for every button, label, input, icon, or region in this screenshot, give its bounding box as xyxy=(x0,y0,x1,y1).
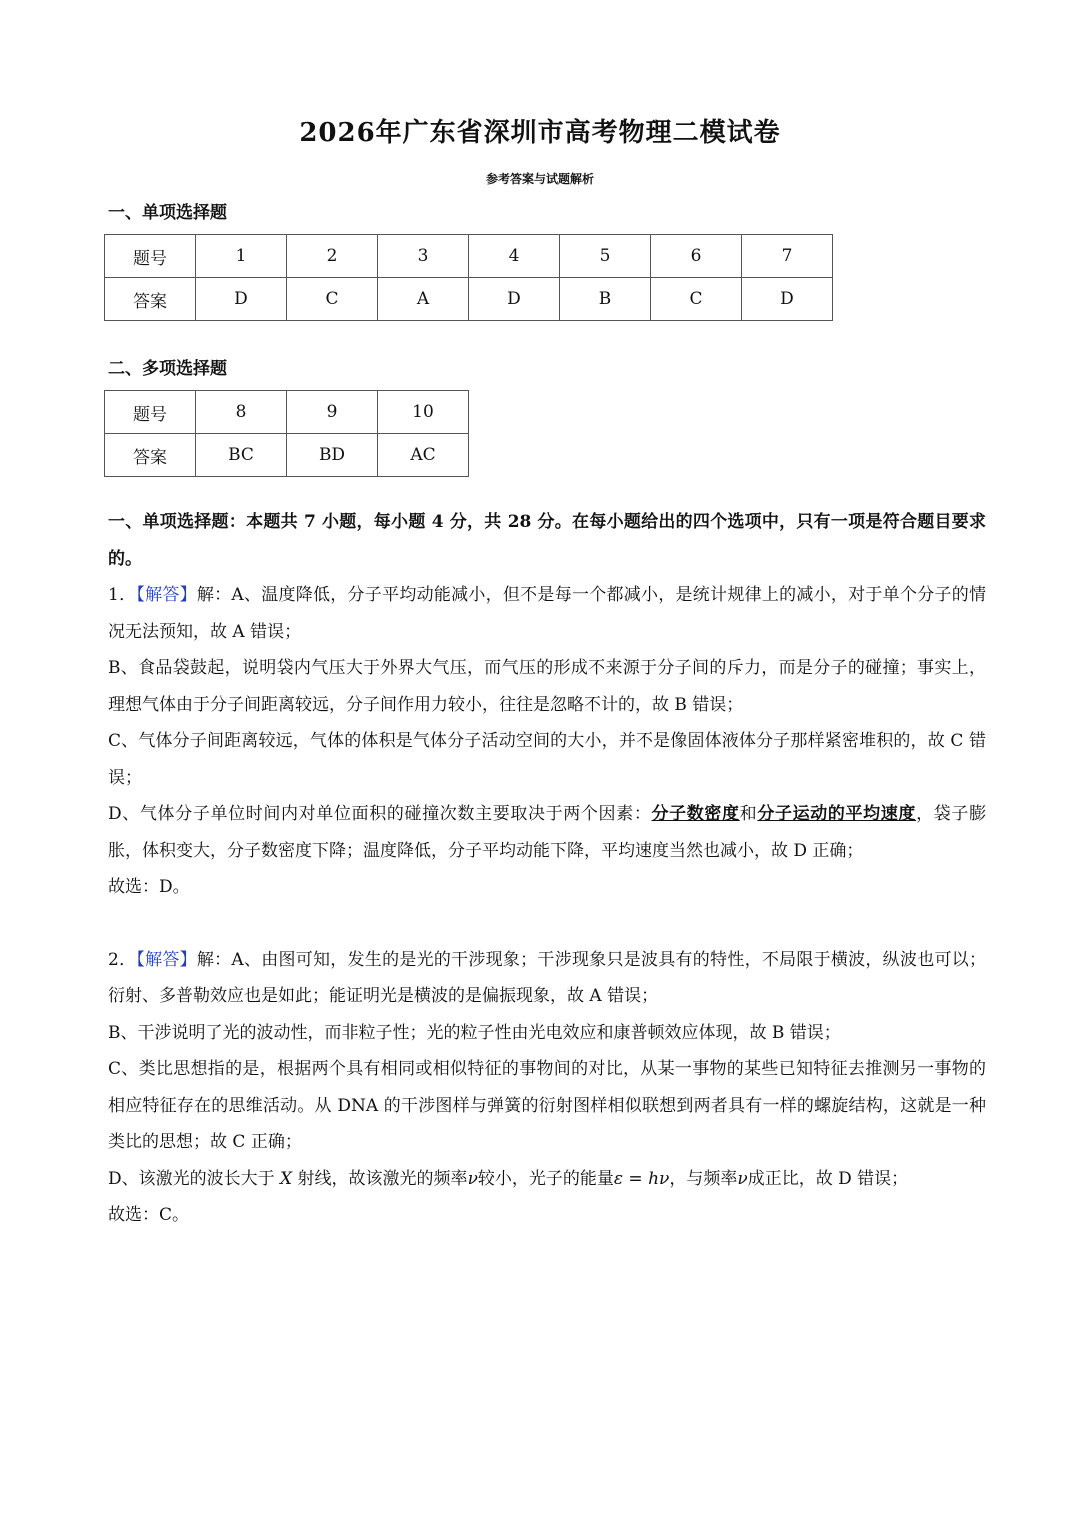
q1-paragraph-d xyxy=(108,796,986,869)
q1-paragraph-a xyxy=(108,577,986,650)
table-cell: D xyxy=(469,278,560,321)
table-cell: AC xyxy=(378,434,469,477)
table-cell: 9 xyxy=(287,391,378,434)
table-row xyxy=(105,391,469,434)
row-label: 答案 xyxy=(105,278,196,321)
row-label: 题号 xyxy=(105,235,196,278)
q2-d-part4: ，与频率 xyxy=(669,1168,738,1189)
table-cell: 2 xyxy=(287,235,378,278)
row-label: 答案 xyxy=(105,434,196,477)
table-cell: 1 xyxy=(196,235,287,278)
q1-number: 1． xyxy=(108,585,137,605)
q1-conclusion: 故选：D。 xyxy=(108,877,190,897)
q1-paragraph-b: B、食品袋鼓起，说明袋内气压大于外界大气压，而气压的形成不来源于分子间的斥力，而是分子的碰撞；事实上，理想气体由于分子间距离较远，分子间作用力较小，往往是忽略不计的，故 B 错误； xyxy=(108,658,986,715)
solutions-intro: 一、单项选择题：本题共 7 小题，每小题 4 分，共 28 分。在每小题给出的四个选项中，只有一项是符合题目要求的。 xyxy=(108,512,986,569)
table-row xyxy=(105,434,469,477)
q1-d-post: ，袋子膨胀，体积变大，分子数密度下降；温度降低，分子平均动能下降，平均速度当然也减小，故 D 正确； xyxy=(108,804,986,861)
page-subtitle: 参考答案与试题解析 xyxy=(485,172,594,186)
q1-d-underline-2: 分子运动的平均速度 xyxy=(757,804,917,824)
q1-d-pre: D、气体分子单位时间内对单位面积的碰撞次数主要取决于两个因素： xyxy=(108,804,652,824)
section1-heading: 一、单项选择题 xyxy=(108,203,227,223)
table-cell: 6 xyxy=(651,235,742,278)
q2-paragraph-c: C、类比思想指的是，根据两个具有相同或相似特征的事物间的对比，从某一事物的某些已知特征去推测另一事物的相应特征存在的思维活动。从 DNA 的干涉图样与弹簧的衍射图样相似联想到两者具有一样的螺旋结构，这就是一种类比的思想；故 C 正确； xyxy=(108,1059,986,1152)
q2-paragraph-a xyxy=(108,942,986,1015)
table-cell: D xyxy=(196,278,287,321)
q2-paragraph-d xyxy=(108,1161,986,1198)
q2-d-part2: 射线，故该激光的频率 xyxy=(292,1168,468,1189)
table-cell: BC xyxy=(196,434,287,477)
q1-line-a: 解：A、温度降低，分子平均动能减小，但不是每一个都减小，是统计规律上的减小，对于单个分子的情况无法预知，故 A 错误； xyxy=(108,585,986,642)
table-cell: 5 xyxy=(560,235,651,278)
q2-line-a: 解：A、由图可知，发生的是光的干涉现象；干涉现象只是波具有的特性，不局限于横波，纵波也可以；衍射、多普勒效应也是如此；能证明光是横波的是偏振现象，故 A 错误； xyxy=(108,949,986,1006)
table-cell: D xyxy=(742,278,833,321)
q2-number: 2． xyxy=(108,949,137,970)
q1-answer-tag: 【解答】 xyxy=(136,585,197,605)
table-cell: BD xyxy=(287,434,378,477)
table-cell: C xyxy=(651,278,742,321)
table-cell: C xyxy=(287,278,378,321)
table-cell: 3 xyxy=(378,235,469,278)
table-cell: 4 xyxy=(469,235,560,278)
q2-d-nu-symbol: ν xyxy=(467,1168,478,1189)
table-cell: 8 xyxy=(196,391,287,434)
multi-choice-answer-table xyxy=(104,390,469,477)
q2-d-part5: 成正比，故 D 错误； xyxy=(747,1168,909,1189)
q2-paragraph-b: B、干涉说明了光的波动性，而非粒子性；光的粒子性由光电效应和康普顿效应体现，故 B 错误； xyxy=(108,1022,841,1043)
q1-d-mid: 和 xyxy=(739,804,758,824)
page-title: 2026年广东省深圳市高考物理二模试卷 xyxy=(299,118,781,148)
table-cell: 10 xyxy=(378,391,469,434)
row-label: 题号 xyxy=(105,391,196,434)
section2-heading: 二、多项选择题 xyxy=(108,359,227,379)
q2-d-x-symbol: X xyxy=(280,1168,293,1189)
table-cell: B xyxy=(560,278,651,321)
q2-conclusion: 故选：C。 xyxy=(108,1205,190,1225)
q2-answer-tag: 【解答】 xyxy=(136,949,197,970)
single-choice-answer-table xyxy=(104,234,833,321)
q1-paragraph-c: C、气体分子间距离较远，气体的体积是气体分子活动空间的大小，并不是像固体液体分子那样紧密堆积的，故 C 错误； xyxy=(108,731,986,788)
solutions-body xyxy=(108,504,986,1234)
q2-d-part3: 较小，光子的能量 xyxy=(477,1168,614,1189)
q2-d-energy-formula: ε = hν xyxy=(613,1168,670,1189)
q1-d-underline-1: 分子数密度 xyxy=(651,804,740,824)
spacer xyxy=(108,906,986,942)
q2-d-part1: D、该激光的波长大于 xyxy=(108,1168,281,1189)
table-cell: 7 xyxy=(742,235,833,278)
table-cell: A xyxy=(378,278,469,321)
table-row xyxy=(105,278,833,321)
table-row xyxy=(105,235,833,278)
q2-d-nu-symbol-2: ν xyxy=(737,1168,748,1189)
